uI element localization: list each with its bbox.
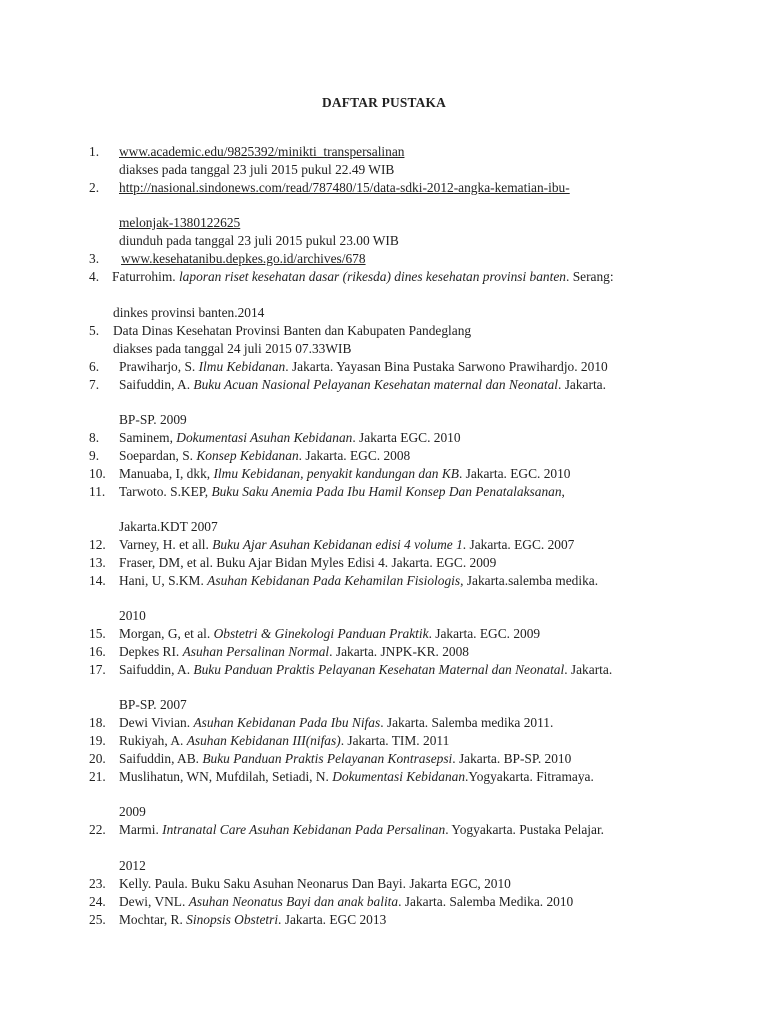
reference-segment: . Jakarta. TIM. 2011 [340, 733, 450, 748]
reference-text [119, 465, 571, 483]
reference-entry [0, 821, 768, 839]
reference-entry [0, 358, 768, 376]
reference-segment: Saifuddin, A. [119, 662, 194, 677]
reference-segment: . Jakarta. EGC. 2008 [298, 448, 411, 463]
reference-segment: diakses pada tanggal 24 juli 2015 07.33WIB [113, 341, 352, 356]
reference-segment: .Yogyakarta. Fitramaya. [465, 769, 594, 784]
reference-link[interactable]: www.academic.edu/9825392/minikti_transpersalinan [119, 144, 405, 159]
reference-text [119, 750, 571, 768]
reference-continuation [0, 518, 768, 536]
reference-text [119, 821, 604, 839]
reference-segment: Marmi. [119, 822, 163, 837]
reference-text [113, 322, 471, 340]
reference-text [119, 643, 469, 661]
reference-text [119, 768, 594, 786]
reference-number: 25. [89, 912, 106, 927]
reference-continuation [0, 411, 768, 429]
reference-segment: 2010 [119, 608, 146, 623]
reference-segment: Soepardan, S. [119, 448, 197, 463]
reference-number: 18. [89, 715, 106, 730]
reference-segment: . Jakarta. Salemba Medika. 2010 [398, 894, 574, 909]
reference-text [119, 893, 573, 911]
reference-segment: Rukiyah, A. [119, 733, 187, 748]
reference-entry [0, 376, 768, 394]
reference-segment: 2012 [119, 858, 146, 873]
reference-text [119, 483, 565, 501]
reference-entry [0, 714, 768, 732]
reference-text [119, 625, 540, 643]
reference-entry [0, 429, 768, 447]
reference-number: 16. [89, 644, 106, 659]
reference-text [119, 857, 146, 875]
reference-title: Sinopsis Obstetri [186, 912, 279, 927]
reference-entry [0, 625, 768, 643]
reference-title: Konsep Kebidanan [196, 448, 299, 463]
reference-title: Ilmu Kebidanan [198, 359, 286, 374]
reference-text [119, 554, 496, 572]
reference-title: Intranatal Care Asuhan Kebidanan Pada Persalinan [162, 822, 446, 837]
reference-segment: Saifuddin, A. [119, 377, 194, 392]
reference-entry [0, 322, 768, 340]
reference-text [112, 268, 614, 286]
reference-segment: Data Dinas Kesehatan Provinsi Banten dan Kabupaten Pandeglang [113, 323, 472, 338]
reference-segment: Hani, U, S.KM. [119, 573, 208, 588]
reference-entry [0, 250, 768, 268]
reference-segment: Faturrohim. [112, 269, 179, 284]
reference-segment: . Jakarta. Yayasan Bina Pustaka Sarwono Prawihardjo. 2010 [285, 359, 608, 374]
reference-number: 3. [89, 251, 100, 266]
reference-title: Buku Saku Anemia Pada Ibu Hamil Konsep Dan Penatalaksanan [211, 484, 562, 499]
reference-title: Asuhan Persalinan Normal [182, 644, 330, 659]
reference-title: Asuhan Kebidanan III(nifas) [186, 733, 341, 748]
reference-text [119, 875, 511, 893]
reference-entry [0, 661, 768, 679]
reference-number: 1. [89, 144, 100, 159]
reference-segment: . Jakarta. EGC. 2010 [458, 466, 571, 481]
reference-segment: Morgan, G, et al. [119, 626, 214, 641]
reference-entry [0, 143, 768, 161]
reference-number: 11. [89, 484, 106, 499]
reference-segment: Dewi Vivian. [119, 715, 194, 730]
reference-segment: . Jakarta. JNPK-KR. 2008 [329, 644, 469, 659]
reference-number: 14. [89, 573, 106, 588]
reference-continuation [0, 340, 768, 358]
reference-segment: diunduh pada tanggal 23 juli 2015 pukul 23.00 WIB [119, 233, 399, 248]
reference-continuation [0, 803, 768, 821]
reference-segment: Manuaba, I, dkk, [119, 466, 214, 481]
reference-text [119, 429, 461, 447]
reference-segment: . Yogyakarta. Pustaka Pelajar. [445, 822, 605, 837]
reference-title: Asuhan Kebidanan Pada Ibu Nifas [193, 715, 381, 730]
reference-title: Buku Acuan Nasional Pelayanan Kesehatan maternal dan Neonatal [193, 377, 559, 392]
reference-continuation [0, 161, 768, 179]
reference-text [119, 447, 410, 465]
reference-entry [0, 911, 768, 929]
reference-text [119, 214, 240, 232]
reference-text [119, 803, 146, 821]
reference-number: 9. [89, 448, 100, 463]
page-title: DAFTAR PUSTAKA [322, 95, 446, 110]
reference-number: 8. [89, 430, 100, 445]
reference-number: 5. [89, 323, 100, 338]
reference-entry [0, 893, 768, 911]
reference-segment: . Jakarta. BP-SP. 2010 [452, 751, 572, 766]
reference-segment: dinkes provinsi banten.2014 [113, 305, 265, 320]
reference-continuation [0, 607, 768, 625]
reference-segment: Muslihatun, WN, Mufdilah, Setiadi, N. [119, 769, 333, 784]
reference-text [119, 911, 386, 929]
reference-segment: . Jakarta. EGC. 2009 [428, 626, 541, 641]
reference-text [119, 607, 146, 625]
reference-title: Ilmu Kebidanan, penyakit kandungan dan KB [213, 466, 459, 481]
reference-number: 21. [89, 769, 106, 784]
reference-text [119, 714, 553, 732]
reference-entry [0, 179, 768, 197]
reference-entry [0, 750, 768, 768]
reference-segment: Tarwoto. S.KEP, [119, 484, 212, 499]
reference-link[interactable]: http://nasional.sindonews.com/read/787480/15/data-sdki-2012-angka-kematian-ibu- [119, 180, 570, 195]
reference-number: 7. [89, 377, 100, 392]
reference-title: Obstetri & Ginekologi Panduan Praktik [213, 626, 429, 641]
reference-segment: Jakarta.KDT 2007 [119, 519, 218, 534]
reference-segment: Dewi, VNL. [119, 894, 189, 909]
reference-text [119, 411, 187, 429]
reference-title: Buku Panduan Praktis Pelayanan Kesehatan Maternal dan Neonatal [193, 662, 565, 677]
reference-entry [0, 483, 768, 501]
reference-number: 23. [89, 876, 106, 891]
reference-segment: Fraser, DM, et al. Buku Ajar Bidan Myles Edisi 4. Jakarta. EGC. 2009 [119, 555, 497, 570]
reference-entry [0, 643, 768, 661]
reference-text [119, 179, 570, 197]
reference-number: 10. [89, 466, 106, 481]
reference-segment: . Jakarta. [564, 662, 613, 677]
reference-entry [0, 536, 768, 554]
reference-number: 22. [89, 822, 106, 837]
reference-text [119, 358, 608, 376]
reference-segment: . Jakarta. Salemba medika 2011. [380, 715, 554, 730]
reference-segment: . Jakarta. EGC. 2007 [462, 537, 575, 552]
reference-segment: BP-SP. 2007 [119, 697, 187, 712]
reference-number: 15. [89, 626, 106, 641]
reference-entry [0, 572, 768, 590]
reference-title: Asuhan Kebidanan Pada Kehamilan Fisiologis [207, 573, 461, 588]
reference-text [119, 518, 218, 536]
reference-text [113, 340, 351, 358]
reference-number: 12. [89, 537, 106, 552]
reference-segment: diakses pada tanggal 23 juli 2015 pukul 22.49 WIB [119, 162, 395, 177]
reference-entry [0, 875, 768, 893]
reference-continuation [0, 304, 768, 322]
reference-title: Asuhan Neonatus Bayi dan anak balita [188, 894, 399, 909]
reference-text [113, 304, 264, 322]
reference-continuation [0, 857, 768, 875]
reference-number: 6. [89, 359, 100, 374]
reference-segment: . Serang: [566, 269, 614, 284]
reference-entry [0, 268, 768, 286]
reference-number: 19. [89, 733, 106, 748]
reference-title: Buku Panduan Praktis Pelayanan Kontrasepsi [202, 751, 453, 766]
reference-number: 4. [89, 269, 100, 284]
reference-text [119, 143, 404, 161]
reference-segment: Varney, H. et all. [119, 537, 213, 552]
reference-entry [0, 554, 768, 572]
reference-text [119, 536, 574, 554]
reference-text [119, 376, 606, 394]
reference-segment: Saminem, [119, 430, 177, 445]
reference-title: laporan riset kesehatan dasar (rikesda) dines kesehatan provinsi banten [178, 269, 566, 284]
reference-continuation [0, 232, 768, 250]
reference-entry [0, 732, 768, 750]
reference-text [119, 696, 187, 714]
reference-segment: . Jakarta. [558, 377, 606, 392]
reference-continuation [0, 214, 768, 232]
reference-text [119, 232, 399, 250]
reference-segment: BP-SP. 2009 [119, 412, 187, 427]
reference-entry [0, 465, 768, 483]
reference-text [119, 572, 598, 590]
reference-segment: Depkes RI. [119, 644, 183, 659]
reference-segment: , [561, 484, 565, 499]
reference-text [119, 732, 449, 750]
reference-segment: 2009 [119, 804, 146, 819]
reference-text [119, 661, 612, 679]
reference-segment: Kelly. Paula. Buku Saku Asuhan Neonarus Dan Bayi. Jakarta EGC, 2010 [119, 876, 511, 891]
reference-entry [0, 447, 768, 465]
reference-segment: Saifuddin, AB. [119, 751, 203, 766]
reference-number: 24. [89, 894, 106, 909]
reference-segment: . Jakarta. EGC 2013 [278, 912, 387, 927]
reference-number: 2. [89, 180, 100, 195]
reference-entry [0, 768, 768, 786]
reference-segment: , Jakarta.salemba medika. [460, 573, 599, 588]
reference-link[interactable]: www.kesehatanibu.depkes.go.id/archives/678 [121, 251, 366, 266]
reference-number: 13. [89, 555, 106, 570]
reference-text [119, 161, 394, 179]
reference-number: 17. [89, 662, 106, 677]
reference-continuation [0, 696, 768, 714]
reference-title: Buku Ajar Asuhan Kebidanan edisi 4 volume 1 [212, 537, 463, 552]
reference-link[interactable]: melonjak-1380122625 [119, 215, 241, 230]
reference-segment: . Jakarta EGC. 2010 [352, 430, 461, 445]
reference-number: 20. [89, 751, 106, 766]
reference-title: Dokumentasi Asuhan Kebidanan [176, 430, 353, 445]
reference-text [121, 250, 366, 268]
reference-segment: Prawiharjo, S. [119, 359, 199, 374]
reference-segment: Mochtar, R. [119, 912, 187, 927]
reference-title: Dokumentasi Kebidanan [332, 769, 466, 784]
